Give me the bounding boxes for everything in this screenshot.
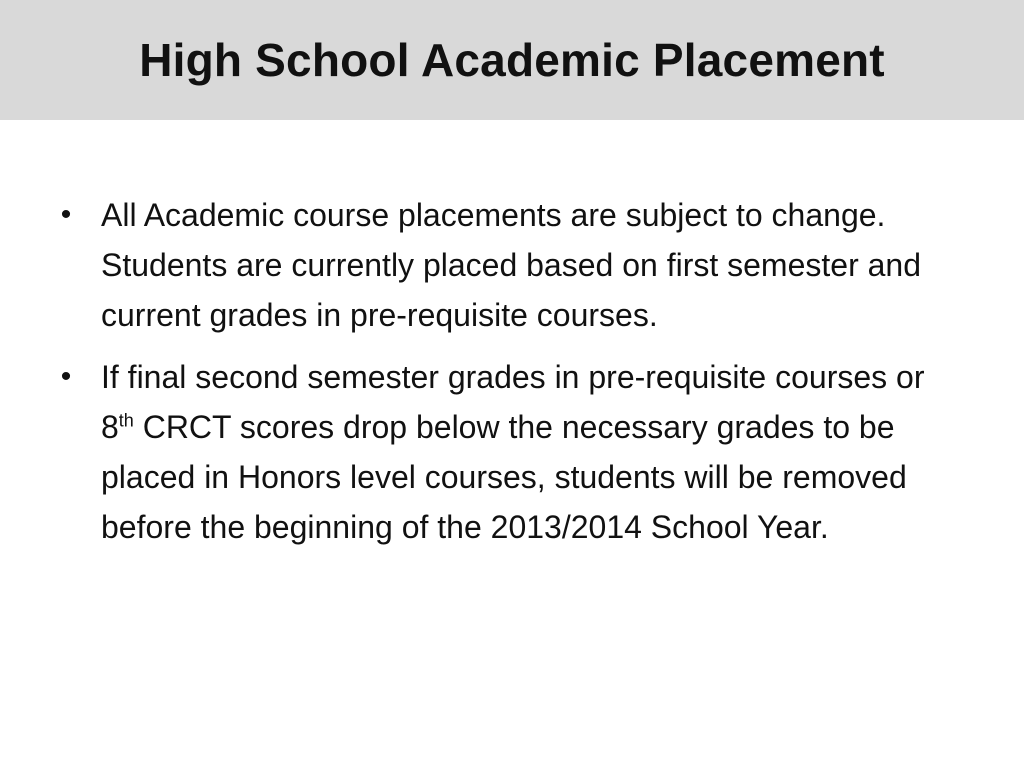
bullet-list [56, 190, 966, 552]
bullet-text-before: If final second semester grades in pre-requisite courses or 8 [101, 359, 925, 445]
bullet-superscript: th [118, 410, 134, 431]
bullet-icon: • [60, 360, 72, 393]
bullet-item-placement-change [56, 190, 966, 340]
title-bar [0, 0, 1024, 120]
slide-title: High School Academic Placement [139, 34, 885, 86]
bullet-icon: • [60, 198, 72, 231]
bullet-text: All Academic course placements are subject to change. Students are currently placed based on first semester and current grades in pre-requisite courses. [101, 197, 921, 333]
bullet-item-honors-removal [56, 352, 966, 552]
bullet-text-after: CRCT scores drop below the necessary grades to be placed in Honors level courses, students will be removed before the beginning of the 2013/2014 School Year. [101, 409, 907, 545]
slide-content [56, 190, 966, 564]
